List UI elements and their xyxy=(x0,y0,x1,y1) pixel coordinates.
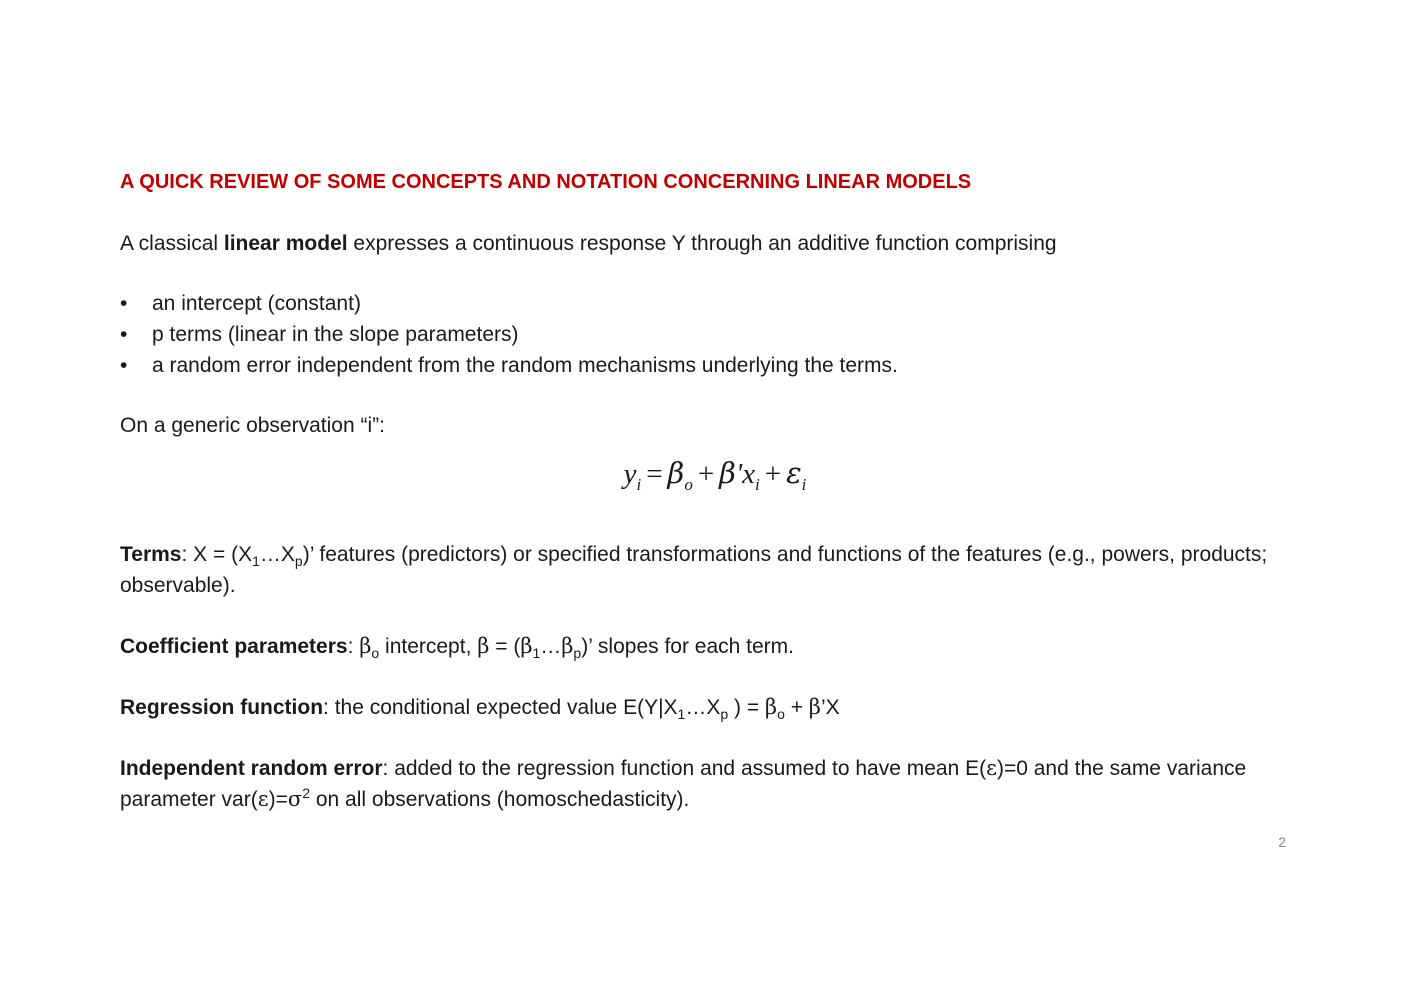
coefficients-text: : xyxy=(347,635,360,658)
intro-text-after: expresses a continuous response Y through an additive function comprising xyxy=(347,232,1057,255)
error-greek: ε xyxy=(986,756,997,780)
regression-label: Regression function xyxy=(120,696,324,719)
formula-x-sub: i xyxy=(755,474,760,494)
coefficients-label: Coefficient parameters xyxy=(120,635,348,658)
coefficients-text: = ( xyxy=(489,635,521,658)
terms-text: …X xyxy=(259,543,295,566)
coefficients-text: )’ slopes for each term. xyxy=(581,635,795,658)
formula-equals: = xyxy=(646,458,663,490)
coefficients-definition xyxy=(120,631,1300,662)
formula-plus-2: + xyxy=(764,458,782,490)
intro-text-before: A classical xyxy=(120,232,224,255)
terms-sub: p xyxy=(294,553,303,570)
coefficients-text: intercept, xyxy=(379,635,478,658)
formula-y: y xyxy=(623,458,637,490)
model-formula xyxy=(120,445,1300,501)
regression-sub: o xyxy=(777,706,785,723)
list-item-text: p terms (linear in the slope parameters) xyxy=(152,323,519,346)
regression-text: ) = xyxy=(728,696,765,719)
formula-epsilon-sub: i xyxy=(801,474,807,494)
coefficients-sub: p xyxy=(573,645,582,662)
regression-text: ’X xyxy=(820,696,840,719)
terms-definition xyxy=(120,539,1300,601)
terms-label: Terms xyxy=(120,543,182,566)
formula-beta0-sub: o xyxy=(684,474,693,494)
error-text: )=0 and the same variance parameter var( xyxy=(120,757,1247,811)
bullet-icon: • xyxy=(120,354,128,377)
list-item xyxy=(120,319,1300,350)
coefficients-greek: β xyxy=(477,634,490,658)
list-item xyxy=(120,288,1300,319)
regression-greek: β xyxy=(808,695,821,719)
coefficients-greek: β xyxy=(561,634,574,658)
list-item-text: a random error independent from the random mechanisms underlying the terms. xyxy=(152,354,898,377)
formula-y-sub: i xyxy=(636,474,642,494)
list-item-text: an intercept (constant) xyxy=(152,292,361,315)
formula-beta0: β xyxy=(667,456,685,490)
error-greek: ε xyxy=(257,787,269,811)
error-text: )= xyxy=(268,788,288,811)
error-greek: σ xyxy=(287,787,303,811)
regression-greek: β xyxy=(764,695,778,719)
bullet-icon: • xyxy=(120,323,128,346)
error-definition xyxy=(120,753,1300,815)
slide-title: A QUICK REVIEW OF SOME CONCEPTS AND NOTATION CONCERNING LINEAR MODELS xyxy=(120,171,972,193)
slide-content xyxy=(120,168,1300,845)
coefficients-sub: 1 xyxy=(532,645,541,662)
intro-paragraph xyxy=(120,228,1300,259)
error-label: Independent random error xyxy=(120,757,383,780)
error-text: : added to the regression function and assumed to have mean E( xyxy=(382,757,987,780)
formula-plus-1: + xyxy=(697,458,715,490)
formula-x: x xyxy=(742,458,756,490)
error-sup: 2 xyxy=(302,785,311,801)
formula-epsilon: ε xyxy=(786,456,802,490)
terms-text: : X = (X xyxy=(181,543,253,566)
regression-definition xyxy=(120,692,1300,723)
component-list xyxy=(120,288,1300,381)
observation-label: On a generic observation “i”: xyxy=(120,414,385,437)
coefficients-sub: o xyxy=(371,645,380,662)
regression-sub: 1 xyxy=(677,706,686,723)
bullet-icon: • xyxy=(120,292,128,315)
error-text: on all observations (homoschedasticity). xyxy=(310,788,690,811)
intro-bold-term: linear model xyxy=(223,232,348,255)
regression-text: + xyxy=(784,696,809,719)
formula-prime: ' xyxy=(735,458,743,490)
terms-sub: 1 xyxy=(252,553,260,570)
regression-text: …X xyxy=(685,696,721,719)
page-number: 2 xyxy=(1278,834,1286,850)
terms-text: )’ features (predictors) or specified transformations and functions of the features (e.g., powers, products; observable). xyxy=(120,543,1268,597)
regression-sub: p xyxy=(720,706,729,723)
formula-beta: β xyxy=(719,456,736,490)
coefficients-greek: β xyxy=(520,634,533,658)
coefficients-greek: β xyxy=(359,634,372,658)
list-item xyxy=(120,350,1300,381)
coefficients-text: … xyxy=(540,635,562,658)
regression-text: : the conditional expected value E(Y|X xyxy=(323,696,678,719)
